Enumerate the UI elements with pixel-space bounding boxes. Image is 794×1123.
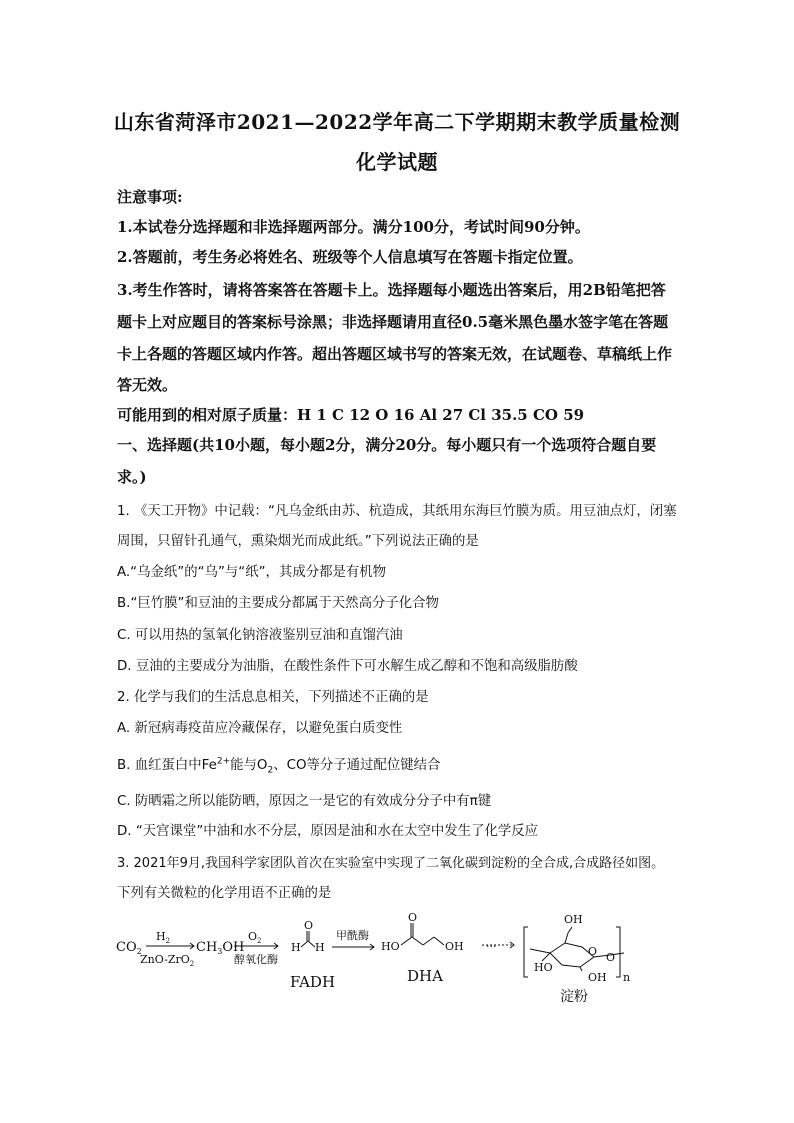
continuation-dots: ... [486,937,497,950]
arrow1-catalyst: ZnO-ZrO$_2$ [140,953,195,968]
arrow2-reagent: $O_2$ [248,930,262,945]
starch-repeat-n: n [623,971,631,984]
starch-ring-oxygen: O [588,945,598,958]
fadh-label: FADH [290,973,336,991]
notes-heading: 注意事项: [117,188,183,206]
q1-option-d: D. 豆油的主要成分为油脂，在酸性条件下可水解生成乙醇和不饱和高级脂肪酸 [117,659,578,674]
methanol-label: $CH_3OH$ [196,940,245,956]
dha-label: DHA [407,967,443,985]
q2-option-d: D. “天宫课堂”中油和水不分层，原因是油和水在太空中发生了化学反应 [117,824,539,839]
dha-oxygen: O [408,911,418,924]
starch-ho-left: HO [534,961,553,974]
atomic-masses: 可能用到的相对原子质量：H 1 C 12 O 16 Al 27 Cl 35.5 CO 59 [117,406,585,424]
dha-oh: OH [445,940,464,953]
q1-option-b: B.“巨竹膜”和豆油的主要成分都属于天然高分子化合物 [117,596,439,611]
fadh-h-left: H [291,941,301,954]
q1-stem-line-2: 周围，只留针孔通气，熏染烟光而成此纸。”下列说法正确的是 [117,534,479,549]
q1-option-a: A.“乌金纸”的“乌”与“纸”，其成分都是有机物 [117,565,387,580]
page-title: 山东省菏泽市2021—2022学年高二下学期期末教学质量检测 [113,110,681,134]
q1-stem-line-1: 1. 《天工开物》中记载：“凡乌金纸由苏、杭造成，其纸用东海巨竹膜为质。用豆油点灯，闭塞 [117,504,677,519]
starch-link-oxygen: O [606,951,616,964]
note-line-5: 卡上各题的答题区域内作答。超出答题区域书写的答案无效，在试题卷、草稿纸上作 [117,345,673,363]
page-subtitle: 化学试题 [356,150,438,174]
note-line-2: 2.答题前，考生务必将姓名、班级等个人信息填写在答题卡指定位置。 [117,248,583,266]
fadh-oxygen: O [304,919,314,932]
section-heading-line-2: 求。) [117,468,147,486]
note-line-3: 3.考生作答时，请将答案答在答题卡上。选择题每小题选出答案后，用2B铅笔把答 [117,281,666,299]
starch-oh-bottom: OH [588,971,607,984]
note-line-4: 题卡上对应题目的答案标号涂黑；非选择题请用直径0.5毫米黑色墨水签字笔在答题 [117,313,669,331]
q2-option-a: A. 新冠病毒疫苗应冷藏保存，以避免蛋白质变性 [117,721,403,736]
arrow3-enzyme: 甲酰酶 [336,929,369,942]
starch-oh-top: OH [564,913,583,926]
arrow2-enzyme: 醇氧化酶 [234,953,278,966]
q3-stem-line-1: 3. 2021年9月,我国科学家团队首次在实验室中实现了二氧化碳到淀粉的全合成,合成路径如图。 [117,856,665,871]
arrow1-reagent: $H_2$ [156,930,171,945]
q2-option-b: B. 血红蛋白中$Fe^{2+}$能与$O_2$、CO等分子通过配位键结合 [117,756,441,776]
q1-option-c: C. 可以用热的氢氧化钠溶液鉴别豆油和直馏汽油 [117,628,403,643]
section-heading-line-1: 一、选择题(共10小题，每小题2分，满分20分。每小题只有一个选项符合题自要 [117,436,657,454]
note-line-6: 答无效。 [117,376,178,394]
synthesis-pathway-diagram [110,905,690,1015]
q3-stem-line-2: 下列有关微粒的化学用语不正确的是 [117,886,332,901]
dha-ho: HO [381,940,400,953]
co2-label: $CO_2$ [116,940,142,956]
note-line-1: 1.本试卷分选择题和非选择题两部分。满分100分，考试时间90分钟。 [117,218,590,236]
starch-label: 淀粉 [560,989,588,1005]
q2-option-c: C. 防晒霜之所以能防晒，原因之一是它的有效成分分子中有π键 [117,794,492,809]
fadh-h-right: H [315,941,325,954]
q2-stem: 2. 化学与我们的生活息息相关，下列描述不正确的是 [117,690,429,705]
